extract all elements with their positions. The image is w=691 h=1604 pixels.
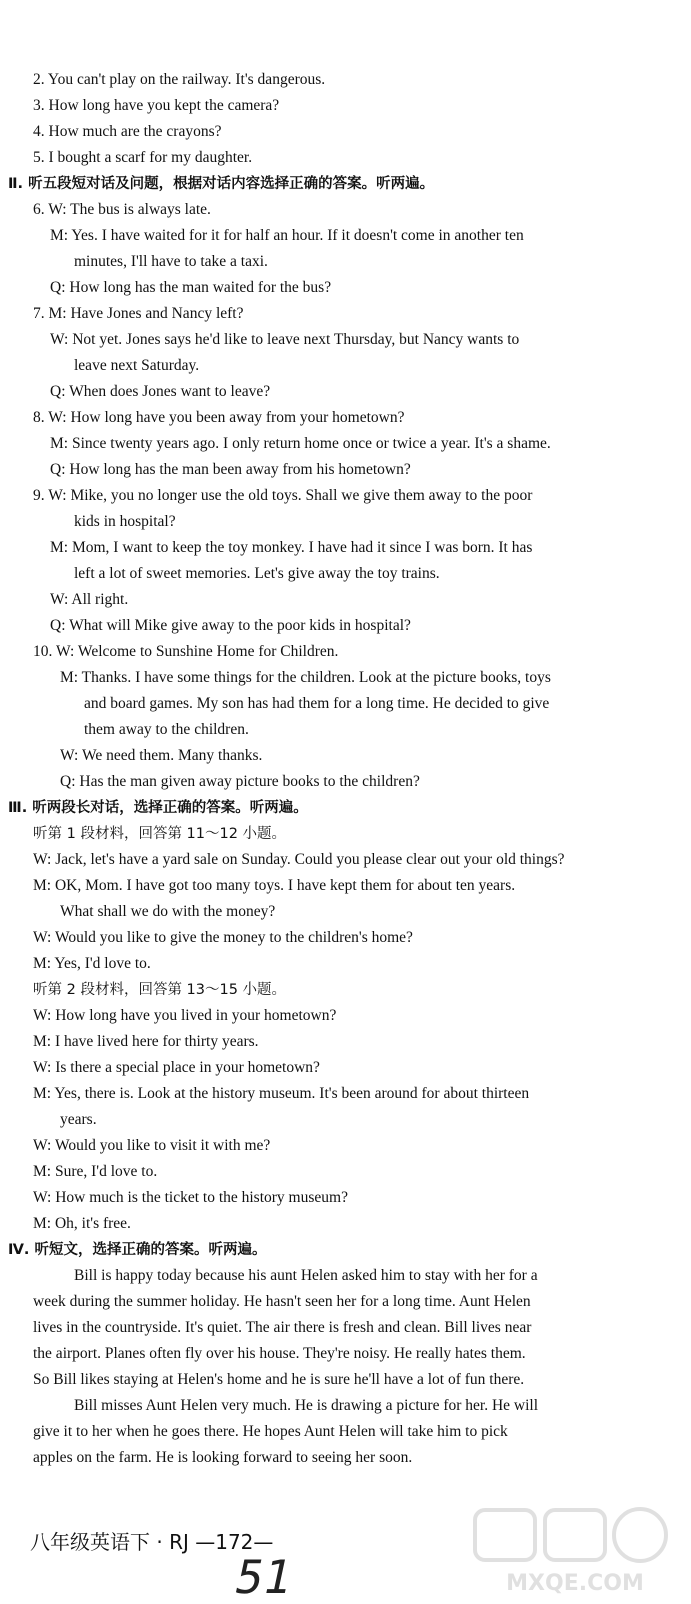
text-line: 10. W: Welcome to Sunshine Home for Children.	[33, 643, 339, 660]
text-line: What shall we do with the money?	[60, 903, 276, 920]
text-line: M: Sure, I'd love to.	[33, 1163, 158, 1180]
text-line: M: OK, Mom. I have got too many toys. I have kept them for about ten years.	[33, 877, 516, 894]
text-line: 5. I bought a scarf for my daughter.	[33, 149, 253, 166]
text-line: kids in hospital?	[74, 513, 176, 530]
text-line: W: Is there a special place in your hometown?	[33, 1059, 320, 1076]
text-line: Bill is happy today because his aunt Helen asked him to stay with her for a	[74, 1267, 538, 1284]
text-line: Q: How long has the man waited for the bus?	[50, 279, 332, 296]
text-line: 3. How long have you kept the camera?	[33, 97, 280, 114]
handwritten-page-number: 51	[230, 1550, 298, 1604]
text-line: lives in the countryside. It's quiet. The air there is fresh and clean. Bill lives near	[33, 1319, 532, 1336]
text-line: 9. W: Mike, you no longer use the old toys. Shall we give them away to the poor	[33, 487, 533, 504]
text-line: M: Yes. I have waited for it for half an hour. If it doesn't come in another ten	[50, 227, 524, 244]
watermark-text: MXQE.COM	[506, 1571, 644, 1596]
text-line: W: All right.	[50, 591, 129, 608]
text-line: week during the summer holiday. He hasn't seen her for a long time. Aunt Helen	[33, 1293, 531, 1310]
text-line: W: How much is the ticket to the history museum?	[33, 1189, 348, 1206]
text-line: Q: How long has the man been away from his hometown?	[50, 461, 411, 478]
text-line: W: Jack, let's have a yard sale on Sunday. Could you please clear out your old things?	[33, 851, 565, 868]
text-line: W: We need them. Many thanks.	[60, 747, 263, 764]
text-line: them away to the children.	[84, 721, 249, 738]
text-line: Q: What will Mike give away to the poor kids in hospital?	[50, 617, 411, 634]
text-line: M: Thanks. I have some things for the children. Look at the picture books, toys	[60, 669, 551, 686]
text-line: M: Mom, I want to keep the toy monkey. I have had it since I was born. It has	[50, 539, 533, 556]
text-line: and board games. My son has had them for a long time. He decided to give	[84, 695, 550, 712]
text-line: 4. How much are the crayons?	[33, 123, 222, 140]
text-line: M: Oh, it's free.	[33, 1215, 131, 1232]
text-line: leave next Saturday.	[74, 357, 200, 374]
text-line: M: I have lived here for thirty years.	[33, 1033, 259, 1050]
section-heading: Ⅲ. 听两段长对话，选择正确的答案。听两遍。	[8, 800, 308, 816]
text-line: Bill misses Aunt Helen very much. He is drawing a picture for her. He will	[74, 1397, 539, 1414]
text-line: Q: Has the man given away picture books to the children?	[60, 773, 420, 790]
text-line: minutes, I'll have to take a taxi.	[74, 253, 268, 270]
text-line: W: Not yet. Jones says he'd like to leave next Thursday, but Nancy wants to	[50, 331, 520, 348]
text-line: apples on the farm. He is looking forward to seeing her soon.	[33, 1449, 413, 1466]
text-line: the airport. Planes often fly over his house. They're noisy. He really hates them.	[33, 1345, 526, 1362]
text-line: give it to her when he goes there. He hopes Aunt Helen will take him to pick	[33, 1423, 508, 1440]
text-line: M: Since twenty years ago. I only return home once or twice a year. It's a shame.	[50, 435, 551, 452]
text-line: W: How long have you lived in your hometown?	[33, 1007, 337, 1024]
section-heading: Ⅱ. 听五段短对话及问题，根据对话内容选择正确的答案。听两遍。	[8, 176, 435, 192]
watermark-logo	[470, 1505, 680, 1600]
text-line: W: Would you like to visit it with me?	[33, 1137, 271, 1154]
text-line: M: Yes, there is. Look at the history museum. It's been around for about thirteen	[33, 1085, 530, 1102]
text-line: 2. You can't play on the railway. It's dangerous.	[33, 71, 326, 88]
subsection-heading: 听第 1 段材料，回答第 11～12 小题。	[33, 826, 287, 842]
text-line: left a lot of sweet memories. Let's give away the toy trains.	[74, 565, 440, 582]
text-line: 6. W: The bus is always late.	[33, 201, 211, 218]
text-line: So Bill likes staying at Helen's home and he is sure he'll have a lot of fun there.	[33, 1371, 525, 1388]
text-line: 8. W: How long have you been away from your hometown?	[33, 409, 405, 426]
text-line: 7. M: Have Jones and Nancy left?	[33, 305, 244, 322]
subsection-heading: 听第 2 段材料，回答第 13～15 小题。	[33, 982, 287, 998]
text-line: Q: When does Jones want to leave?	[50, 383, 271, 400]
text-line: years.	[60, 1111, 97, 1128]
section-heading: Ⅳ. 听短文，选择正确的答案。听两遍。	[8, 1242, 267, 1258]
text-line: M: Yes, I'd love to.	[33, 955, 151, 972]
text-line: W: Would you like to give the money to the children's home?	[33, 929, 413, 946]
page-footer: 八年级英语下 · RJ —172—	[30, 1530, 274, 1554]
